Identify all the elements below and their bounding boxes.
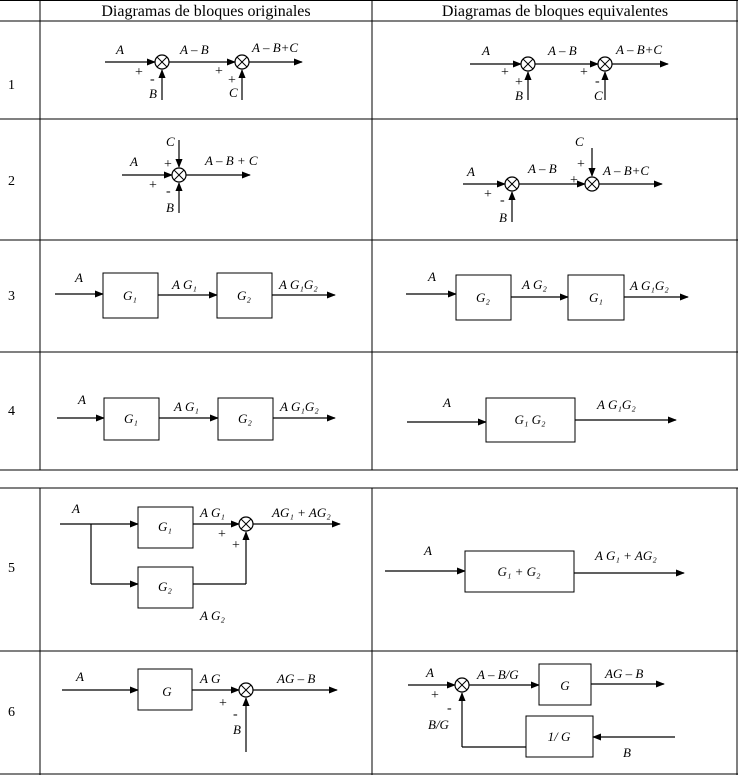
signal-label: A – B	[180, 42, 209, 57]
signal-label: A	[428, 269, 436, 284]
summing-junction	[598, 57, 612, 71]
signal-label: B	[515, 88, 523, 103]
block-label: 1/ G	[547, 729, 571, 744]
signal-label: A G₁G₂	[630, 278, 669, 293]
row6-equivalent-diagram	[408, 664, 675, 760]
row5-original-diagram	[60, 501, 340, 623]
signal-label: A – B	[528, 161, 557, 176]
signal-label: A	[443, 395, 451, 410]
signal-label: A G₁G₂	[280, 399, 319, 414]
summing-junction	[455, 678, 469, 692]
row-number-3: 3	[8, 289, 15, 304]
summing-junction	[585, 177, 599, 191]
signal-label: AG – B	[605, 666, 644, 681]
row-number-5: 5	[8, 561, 15, 576]
block-label: G₁	[124, 411, 138, 426]
block-label: G₁ + G₂	[497, 564, 541, 579]
sign-label: +	[570, 173, 578, 188]
signal-label: A	[424, 543, 432, 558]
sign-label: +	[431, 688, 439, 703]
row4-original-diagram	[57, 392, 335, 440]
signal-label: A	[72, 501, 80, 516]
signal-label: A G₁G₂	[279, 277, 318, 292]
sign-label: +	[219, 696, 227, 711]
sign-label: +	[515, 75, 523, 90]
signal-label: B/G	[428, 717, 449, 732]
signal-label: B	[233, 722, 241, 737]
sign-label: +	[232, 538, 240, 553]
row2-original-diagram	[122, 134, 258, 215]
signal-label: A G₁ + AG₂	[595, 548, 657, 563]
signal-label: C	[594, 88, 603, 103]
signal-label: A	[78, 392, 86, 407]
row-number-2: 2	[8, 174, 15, 189]
signal-label: A – B/G	[477, 667, 519, 682]
summing-junction	[172, 168, 186, 182]
summing-junction	[239, 517, 253, 531]
summing-junction	[505, 177, 519, 191]
signal-label: AG₁ + AG₂	[272, 505, 331, 520]
signal-label: A	[482, 43, 490, 58]
signal-label: A	[75, 270, 83, 285]
block-label: G₁	[123, 288, 137, 303]
row-number-1: 1	[8, 78, 15, 93]
row1-equivalent-diagram	[470, 42, 668, 103]
block-label: G	[162, 684, 172, 699]
signal-label: B	[149, 86, 157, 101]
row1-original-diagram	[105, 40, 302, 101]
sign-label: +	[228, 73, 236, 88]
signal-label: A G₁	[200, 505, 225, 520]
sign-label: +	[164, 157, 172, 172]
signal-label: AG – B	[277, 671, 316, 686]
sign-label: +	[501, 65, 509, 80]
signal-label: A	[130, 154, 138, 169]
block-label: G₂	[158, 579, 172, 594]
block-label: G₂	[476, 290, 490, 305]
signal-label: A G₁	[172, 277, 197, 292]
header-original: Diagramas de bloques originales	[101, 3, 311, 20]
signal-label: A – B	[548, 43, 577, 58]
summing-junction	[239, 683, 253, 697]
sign-label: +	[580, 65, 588, 80]
signal-label: A	[467, 164, 475, 179]
signal-label: B	[623, 745, 631, 760]
block-label: G₁	[589, 290, 603, 305]
sign-label: +	[577, 157, 585, 172]
signal-label: A – B + C	[205, 153, 258, 168]
sign-label: -	[447, 701, 452, 716]
block-label: G₁	[158, 519, 172, 534]
row3-equivalent-diagram	[406, 269, 688, 320]
signal-label: A	[116, 42, 124, 57]
sign-label: +	[135, 65, 143, 80]
block-label: G	[560, 678, 570, 693]
signal-label: A – B+C	[252, 40, 299, 55]
signal-label: C	[229, 85, 238, 100]
signal-label: B	[499, 210, 507, 225]
signal-label: A	[426, 665, 434, 680]
row-number-6: 6	[8, 705, 15, 720]
row2-equivalent-diagram	[463, 134, 662, 225]
sign-label: -	[150, 72, 155, 87]
sign-label: -	[595, 74, 600, 89]
signal-label: A G₂	[522, 277, 547, 292]
sign-label: -	[500, 193, 505, 208]
signal-label: A – B+C	[616, 42, 663, 57]
summing-junction	[521, 57, 535, 71]
signal-label: A G₁	[174, 399, 199, 414]
signal-label: A – B+C	[603, 163, 650, 178]
signal-label: C	[575, 134, 584, 149]
sign-label: +	[215, 64, 223, 79]
block-label: G₂	[237, 288, 251, 303]
sign-label: -	[166, 184, 171, 199]
row3-original-diagram	[55, 270, 335, 318]
row4-equivalent-diagram	[407, 395, 676, 442]
signal-label: A G₂	[200, 608, 225, 623]
summing-junction	[235, 55, 249, 69]
sign-label: +	[218, 527, 226, 542]
summing-junction	[155, 55, 169, 69]
signal-label: A G₁G₂	[597, 397, 636, 412]
block-label: G₁ G₂	[514, 412, 546, 427]
row-number-4: 4	[8, 404, 15, 419]
signal-label: C	[166, 134, 175, 149]
sign-label: +	[484, 187, 492, 202]
sign-label: +	[149, 178, 157, 193]
signal-label: A G	[200, 671, 221, 686]
signal-label: B	[166, 200, 174, 215]
header-equivalent: Diagramas de bloques equivalentes	[441, 3, 669, 20]
row6-original-diagram	[62, 669, 337, 752]
block-label: G₂	[238, 411, 252, 426]
row5-equivalent-diagram	[385, 543, 684, 592]
sign-label: -	[233, 707, 238, 722]
signal-label: A	[76, 669, 84, 684]
